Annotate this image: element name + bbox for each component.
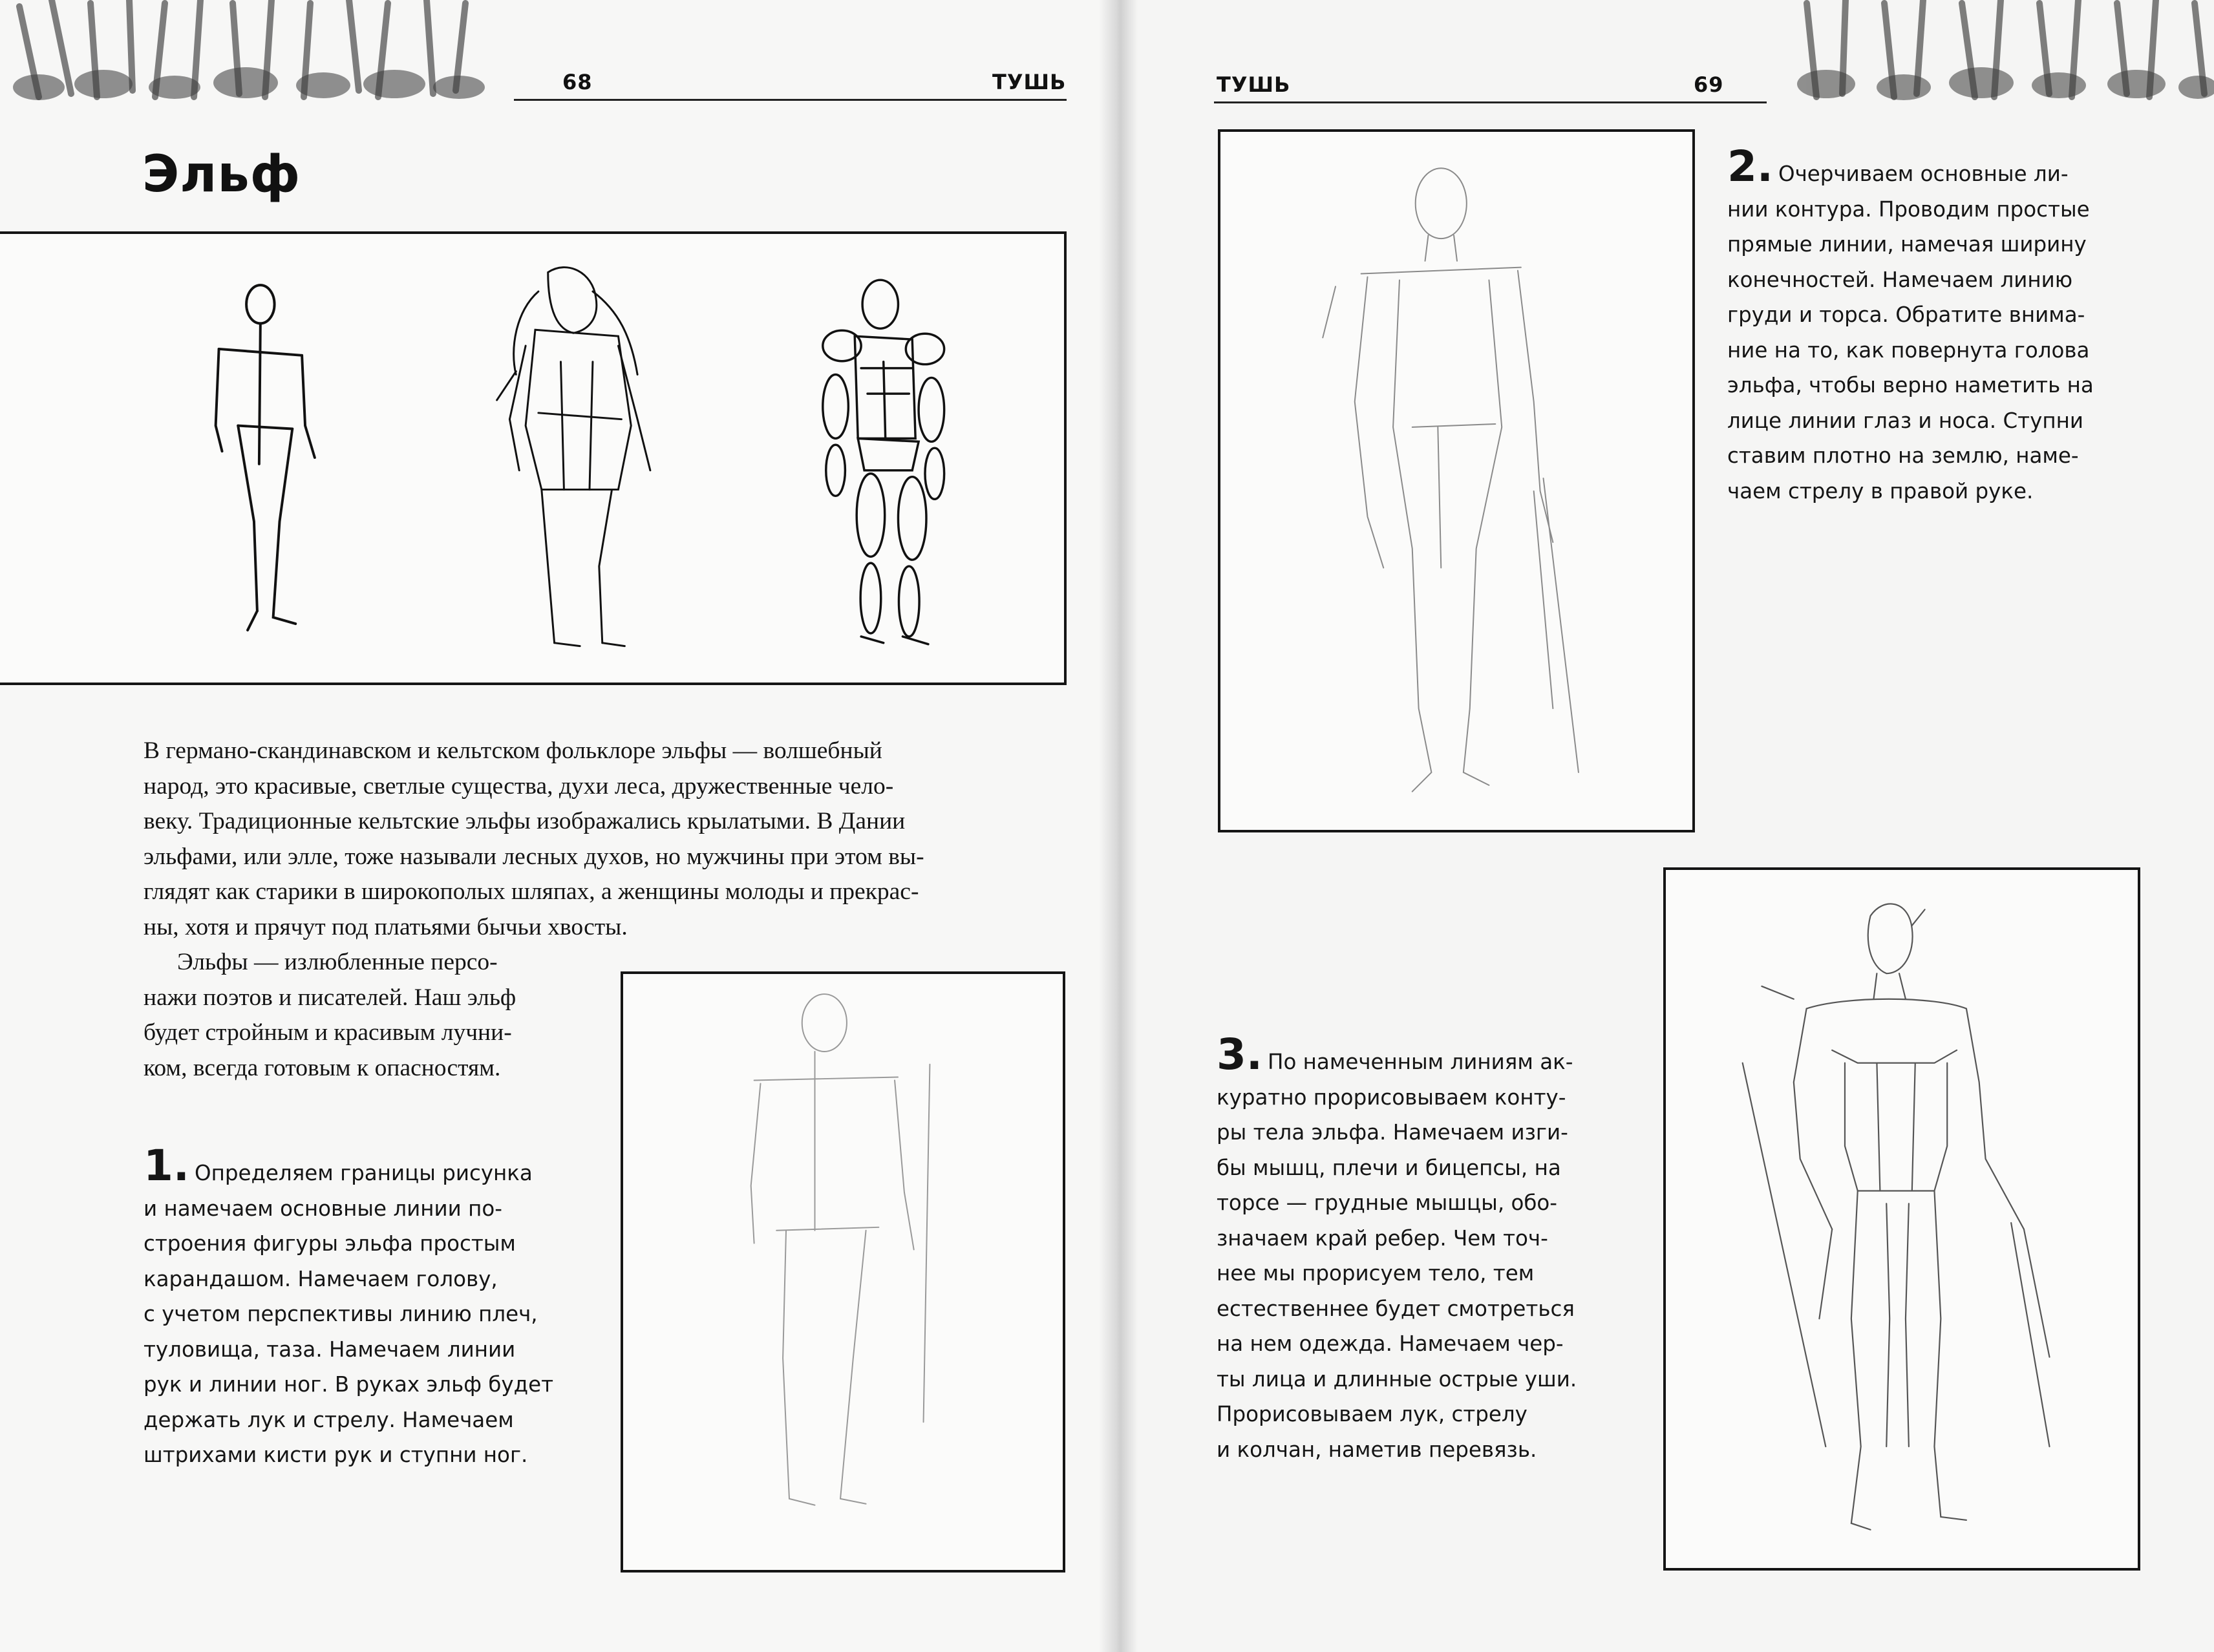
intro-line: эльфами, или элле, тоже называли лесных духов, но мужчины при этом вы- [144, 843, 924, 870]
step-1-line: карандашом. Намечаем голову, [144, 1266, 498, 1291]
step-3-sketch [1666, 870, 2138, 1568]
step-1-sketch [623, 974, 1063, 1570]
step-2-line: чаем стрелу в правой руке. [1727, 478, 2034, 503]
step-1-line: штрихами кисти рук и ступни ног. [144, 1443, 528, 1467]
step-2-line: прямые линии, намечая ширину [1727, 232, 2087, 257]
intro-line: народ, это красивые, светлые существа, духи леса, дружественные чело- [144, 772, 894, 800]
step-2-line: лице линии глаз и носа. Ступни [1727, 408, 2083, 433]
step-3-line: бы мышц, плечи и бицепсы, на [1217, 1155, 1561, 1180]
page-title: Эльф [142, 145, 301, 204]
second-para-line: Эльфы — излюбленные персо- [177, 949, 498, 975]
step-2-number: 2. [1727, 142, 1773, 191]
step-1-line: с учетом перспективы линию плеч, [144, 1302, 538, 1326]
brush-illustration-right [1781, 0, 2214, 110]
running-head-left: ТУШЬ [992, 70, 1067, 94]
step-2-line: нии контура. Проводим простые [1727, 196, 2090, 222]
step-3-line: По намеченным линиям ак- [1268, 1050, 1573, 1074]
stages-sketch [0, 234, 1064, 683]
book-gutter [1099, 0, 1138, 1652]
step-2-line: груди и торса. Обратите внима- [1727, 302, 2085, 327]
second-para-line: нажи поэтов и писателей. Наш эльф [144, 984, 516, 1011]
running-head-right: ТУШЬ [1217, 72, 1291, 97]
step-1-line: Определяем границы рисунка [195, 1161, 533, 1185]
step-3-sketch-frame [1663, 867, 2140, 1571]
step-1-line: туловища, таза. Намечаем линии [144, 1337, 516, 1362]
header-rule-right [1214, 101, 1767, 103]
step-1-sketch-frame [621, 971, 1065, 1573]
second-para-line: ком, всегда готовым к опасностям. [144, 1054, 501, 1081]
step-2-line: ние на то, как повернута голова [1727, 337, 2090, 363]
step-1-line: строения фигуры эльфа простым [144, 1231, 516, 1256]
step-1-first-line [144, 1141, 609, 1191]
step-3-line: ты лица и длинные острые уши. [1217, 1366, 1577, 1392]
step-1-line: рук и линии ног. В руках эльф будет [144, 1372, 554, 1397]
step-3-line: на нем одежда. Намечаем чер- [1217, 1331, 1564, 1356]
step-2-line: ставим плотно на землю, наме- [1727, 443, 2079, 468]
step-1-line: держать лук и стрелу. Намечаем [144, 1407, 514, 1432]
second-para-line: будет стройным и красивым лучни- [144, 1019, 512, 1046]
step-2-line: конечностей. Намечаем линию [1727, 267, 2073, 292]
step-3-line: нее мы прорисуем тело, тем [1217, 1261, 1535, 1286]
step-3-line: куратно прорисовываем конту- [1217, 1085, 1566, 1110]
step-2-text [1727, 142, 2206, 509]
intro-paragraph [144, 734, 1068, 945]
step-3-text [1217, 1030, 1682, 1467]
page-number-left: 68 [562, 70, 593, 94]
step-1-number: 1. [144, 1141, 189, 1191]
left-page [0, 0, 1099, 1652]
step-2-line: эльфа, чтобы верно наметить на [1727, 373, 2094, 397]
brush-illustration-left [0, 0, 498, 110]
header-rule-left [514, 99, 1067, 101]
step-1-text [144, 1141, 609, 1473]
step-3-line: значаем край ребер. Чем точ- [1217, 1225, 1548, 1251]
figure-stages-frame [0, 231, 1067, 685]
step-2-sketch-frame [1218, 129, 1695, 832]
page-number-right: 69 [1694, 72, 1724, 97]
intro-line: ны, хотя и прячут под платьями бычьи хвосты. [144, 913, 628, 940]
right-page [1138, 0, 2214, 1652]
second-paragraph [144, 945, 596, 1086]
step-3-line: и колчан, наметив перевязь. [1217, 1437, 1537, 1462]
step-3-first-line [1217, 1030, 1682, 1080]
step-3-line: Прорисовываем лук, стрелу [1217, 1402, 1527, 1426]
intro-line: веку. Традиционные кельтские эльфы изображались крылатыми. В Дании [144, 808, 906, 834]
step-2-first-line [1727, 142, 2206, 192]
step-3-number: 3. [1217, 1030, 1262, 1079]
step-2-line: Очерчиваем основные ли- [1778, 162, 2069, 186]
step-3-line: ры тела эльфа. Намечаем изги- [1217, 1120, 1568, 1145]
step-1-line: и намечаем основные линии по- [144, 1196, 502, 1221]
step-3-line: естественнее будет смотреться [1217, 1296, 1575, 1321]
step-2-sketch [1220, 132, 1692, 830]
intro-line: В германо-скандинавском и кельтском фольклоре эльфы — волшебный [144, 737, 882, 764]
intro-line: глядят как старики в широкополых шляпах, а женщины молоды и прекрас- [144, 878, 919, 905]
step-3-line: торсе — грудные мышцы, обо- [1217, 1191, 1558, 1215]
